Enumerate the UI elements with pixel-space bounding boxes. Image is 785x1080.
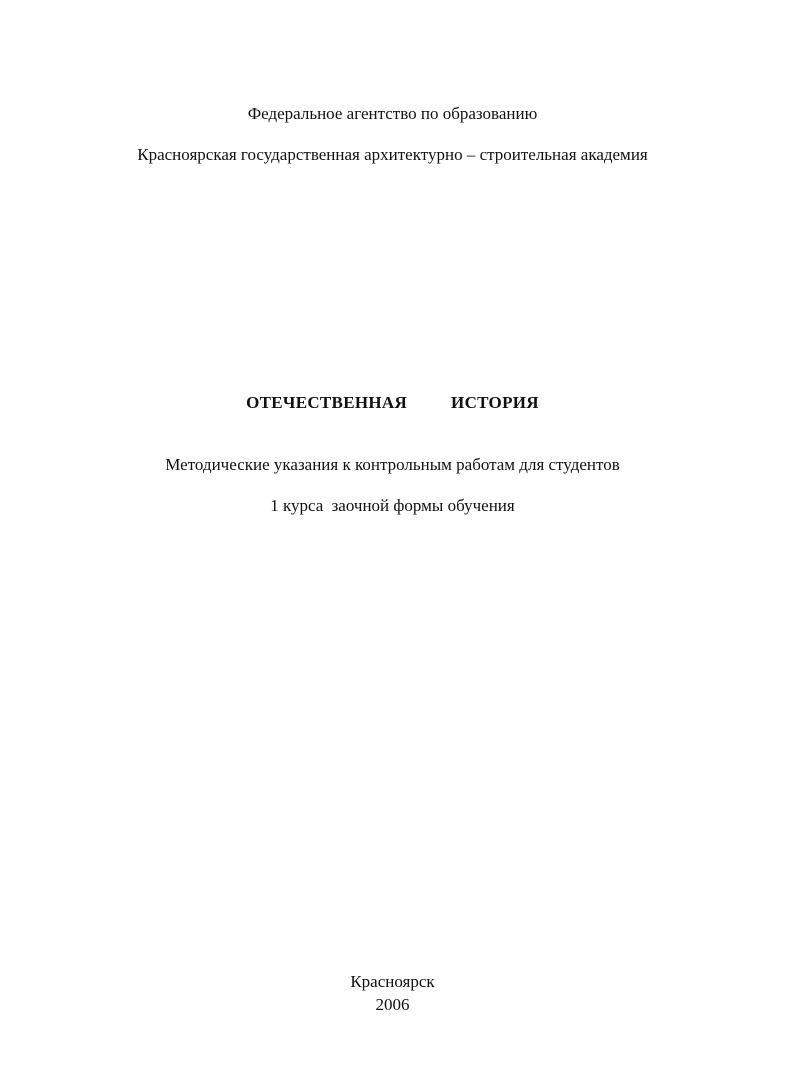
course-info (0, 497, 785, 514)
document-subtitle: Методические указания к контрольным работам для студентов (165, 455, 620, 474)
agency-name: Федеральное агентство по образованию (247, 104, 538, 123)
title-word-2: ИСТОРИЯ (451, 393, 539, 412)
academy-name: Красноярская государственная архитектурно – строительная академия (137, 145, 648, 164)
publication-city: Красноярск (350, 972, 435, 991)
title-word-1: ОТЕЧЕСТВЕННАЯ (246, 393, 408, 412)
course-number: 1 курса (270, 496, 324, 515)
document-title (0, 394, 785, 411)
publication-year: 2006 (375, 995, 410, 1014)
study-form: заочной формы обучения (331, 496, 515, 515)
